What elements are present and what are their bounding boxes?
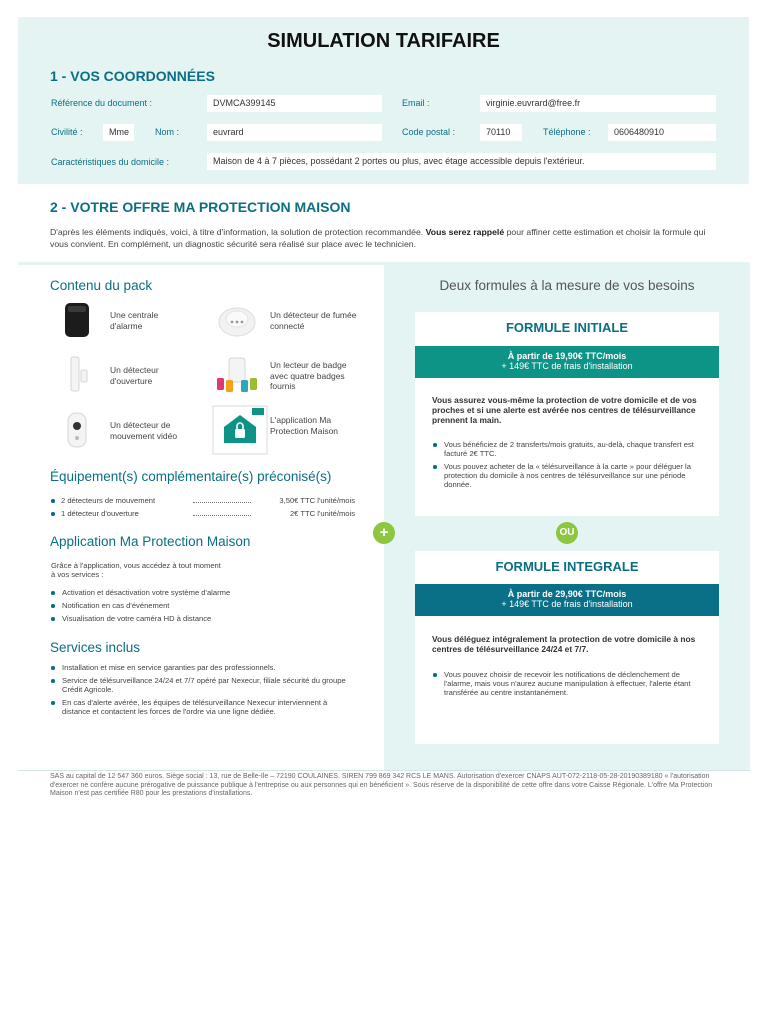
list-item: Service de télésurveillance 24/24 et 7/7 opéré par Nexecur, filiale sécurité du groupe Crédit Agricole.: [50, 676, 350, 694]
door-sensor-icon: [55, 352, 99, 396]
postal-code-label: Code postal :: [402, 127, 456, 137]
list-item: Vous pouvez acheter de la « télésurveillance à la carte » pour déléguer la protection du domicile à nos centres de télésurveillance sur une période donnée.: [432, 462, 702, 489]
plus-badge: +: [373, 522, 395, 544]
ref-field: DVMCA399145: [207, 95, 382, 112]
domicile-label: Caractéristiques du domicile :: [51, 157, 170, 167]
services-heading: Services inclus: [50, 640, 141, 655]
formula-integrale-price-band: [415, 584, 719, 616]
list-item: Activation et désactivation votre système d'alarme: [50, 588, 350, 597]
equipment-price: 3,50€ TTC l'unité/mois: [279, 496, 355, 505]
pack-item-label: Un détecteur de mouvement vidéo: [110, 420, 178, 441]
pack-item-label: Une centrale d'alarme: [110, 310, 159, 331]
list-item: Vous pouvez choisir de recevoir les notifications de déclenchement de l'alarme, mais vous n'aurez aucune manipulation à effectuer, l'alerte étant transférée au centre instantanément.: [432, 670, 692, 697]
left-column-top-border: [18, 262, 384, 265]
phone-field: 0606480910: [608, 124, 716, 141]
ou-badge: OU: [556, 522, 578, 544]
pack-item-label: Un détecteur d'ouverture: [110, 365, 159, 386]
formula-integrale-description: Vous déléguez intégralement la protection de votre domicile à nos centres de télésurveillance 24/24 et 7/7.: [432, 634, 696, 654]
formula-price: À partir de 19,90€ TTC/mois: [507, 351, 627, 361]
formula-initiale-price-band: [415, 346, 719, 378]
equipment-name: 2 détecteurs de mouvement: [61, 496, 156, 505]
email-label: Email :: [402, 98, 430, 108]
application-intro: Grâce à l'application, vous accédez à tout moment à vos services :: [51, 561, 221, 579]
list-item: Notification en cas d'événement: [50, 601, 350, 610]
services-list: [50, 663, 350, 720]
bullet-dot: [51, 499, 55, 503]
equipment-heading: Équipement(s) complémentaire(s) préconisé(s): [50, 469, 332, 484]
footer-legal-text: SAS au capital de 12 547 360 euros. Siège social : 13, rue de Belle-Ile – 72190 COULAINES. SIREN 799 869 342 RCS LE MANS. Autorisation d'exercer CNAPS AUT-072-2118-05-28-20190389180 « l'autorisation d'exercer ne confère aucune prérogative de puissance publique à l'entreprise ou aux personnes qui en bénéficient ». Sous réserve de la disponibilité de cette offre dans votre Caisse Régionale. L'offre Ma Protection Maison n'est pas certifiée R80 pour les prestations d'installations.: [50, 773, 713, 797]
page-title: SIMULATION TARIFAIRE: [267, 30, 500, 52]
formula-integrale-list: [432, 670, 692, 701]
list-item: En cas d'alerte avérée, les équipes de télésurveillance Nexecur interviennent à distance et contactent les forces de l'ordre via une ligne dédiée.: [50, 698, 350, 716]
equipment-price: 2€ TTC l'unité/mois: [289, 509, 355, 518]
formula-price: À partir de 29,90€ TTC/mois: [507, 589, 627, 599]
phone-label: Téléphone :: [543, 127, 591, 137]
equipment-row: [50, 509, 355, 522]
dotted-leader: [193, 515, 251, 516]
postal-code-field: 70110: [480, 124, 522, 141]
application-heading: Application Ma Protection Maison: [50, 534, 251, 549]
video-motion-detector-icon: [55, 408, 99, 452]
smoke-detector-icon: [213, 298, 261, 342]
ref-label: Référence du document :: [51, 98, 153, 108]
pack-item-label: L'application Ma Protection Maison: [270, 415, 339, 436]
nom-field: euvrard: [207, 124, 382, 141]
intro-text-2: pour affiner cette estimation et choisir la formule qui vous convient. En complément, un diagnostic sécurité sera réalisé sur place avec le technicien.: [50, 227, 706, 249]
section2-heading: 2 - VOTRE OFFRE MA PROTECTION MAISON: [50, 199, 351, 215]
formulas-heading: Deux formules à la mesure de vos besoins: [439, 278, 695, 293]
equipment-row: [50, 496, 355, 509]
nom-label: Nom :: [155, 127, 180, 137]
formula-initiale-title: FORMULE INITIALE: [505, 320, 629, 335]
formula-initiale-description: Vous assurez vous-même la protection de votre domicile et de vos proches et si une alerte est avérée nos centres de télésurveillance prennent la main.: [432, 395, 697, 425]
equipment-name: 1 détecteur d'ouverture: [61, 509, 139, 518]
formula-initiale-list: [432, 440, 702, 493]
formula-integrale-title: FORMULE INTEGRALE: [495, 559, 639, 574]
list-item: Vous bénéficiez de 2 transferts/mois gratuits, au-delà, chaque transfert est facturé 2€ TTC.: [432, 440, 702, 458]
section1-heading: 1 - VOS COORDONNÉES: [50, 68, 215, 84]
list-item: Visualisation de votre caméra HD à distance: [50, 614, 350, 623]
list-item: Installation et mise en service garanties par des professionnels.: [50, 663, 350, 672]
bullet-dot: [51, 512, 55, 516]
footer-divider: [18, 770, 750, 771]
app-icon: [212, 405, 268, 455]
formula-fees: + 149€ TTC de frais d'installation: [501, 599, 633, 609]
formula-fees: + 149€ TTC de frais d'installation: [501, 361, 633, 371]
intro-text-1: D'après les éléments indiqués, voici, à titre d'information, la solution de protection recommandée.: [50, 227, 426, 237]
domicile-field: Maison de 4 à 7 pièces, possédant 2 portes ou plus, avec étage accessible depuis l'extérieur.: [207, 153, 716, 170]
intro-text-bold: Vous serez rappelé: [425, 227, 505, 237]
application-list: [50, 588, 350, 627]
email-field: virginie.euvrard@free.fr: [480, 95, 716, 112]
section2-intro: [50, 226, 718, 250]
civilite-label: Civilité :: [51, 127, 83, 137]
civilite-field: Mme: [103, 124, 134, 141]
pack-item-label: Un lecteur de badge avec quatre badges fournis: [270, 360, 347, 391]
pack-item-label: Un détecteur de fumée connecté: [270, 310, 357, 331]
pack-heading: Contenu du pack: [50, 278, 153, 293]
badge-reader-icon: [213, 352, 261, 396]
dotted-leader: [193, 502, 251, 503]
equipment-list: [50, 496, 355, 522]
alarm-hub-icon: [55, 298, 99, 342]
